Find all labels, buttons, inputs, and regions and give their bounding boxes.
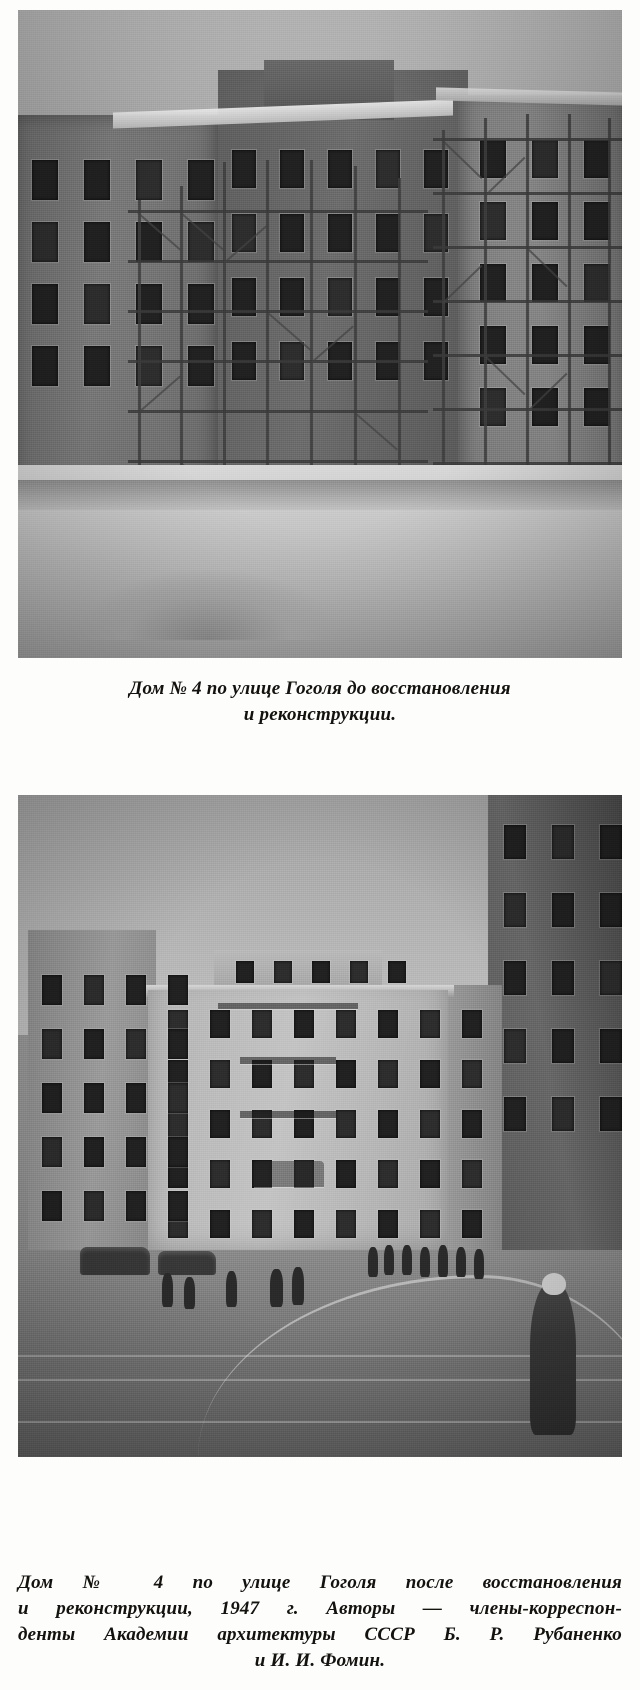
caption-line: Дом № 4 по улице Гоголя после восстановления xyxy=(18,1572,622,1593)
pedestrian xyxy=(368,1247,378,1277)
pedestrian xyxy=(438,1245,448,1277)
caption-before xyxy=(18,676,622,728)
caption-line: и реконструкции. xyxy=(243,704,397,725)
foreground-pedestrian-head xyxy=(542,1273,566,1295)
parked-car xyxy=(80,1247,150,1275)
windows-left-block xyxy=(42,975,188,1221)
pedestrian xyxy=(226,1271,237,1307)
windows-attic xyxy=(236,961,406,983)
photo-building-after-restoration xyxy=(18,795,622,1457)
caption-line: и И. И. Фомин. xyxy=(254,1650,386,1671)
foreground-pedestrian xyxy=(530,1283,576,1435)
pedestrian xyxy=(270,1269,283,1307)
road-strip xyxy=(18,480,622,510)
caption-line: денты Академии архитектуры СССР Б. Р. Рубаненко xyxy=(18,1624,622,1645)
windows-corner-facade xyxy=(232,150,448,380)
caption-line: и реконструкции, 1947 г. Авторы — члены-корреспон- xyxy=(18,1598,622,1619)
windows-left-wing xyxy=(32,160,214,386)
pedestrian xyxy=(474,1249,484,1279)
figure-after xyxy=(18,795,622,1457)
pedestrian xyxy=(402,1245,412,1275)
balcony xyxy=(218,1003,358,1009)
caption-line: Дом № 4 по улице Гоголя до восстановления xyxy=(129,678,511,699)
pedestrian xyxy=(456,1247,466,1277)
parked-car xyxy=(158,1251,216,1275)
photo-building-before-restoration xyxy=(18,10,622,658)
pedestrian xyxy=(184,1277,195,1309)
balcony xyxy=(240,1111,336,1118)
pedestrian xyxy=(292,1267,304,1305)
windows-main-facade xyxy=(168,1010,482,1238)
windows-right-wing xyxy=(480,140,622,426)
figure-before xyxy=(18,10,622,658)
snow-mound xyxy=(78,570,338,640)
entrance-portal xyxy=(254,1161,324,1187)
windows-right-dark-block xyxy=(504,825,622,1131)
balcony xyxy=(240,1057,336,1064)
caption-after xyxy=(18,1570,622,1674)
pedestrian xyxy=(420,1247,430,1277)
pedestrian xyxy=(162,1273,173,1307)
pedestrian xyxy=(384,1245,394,1275)
